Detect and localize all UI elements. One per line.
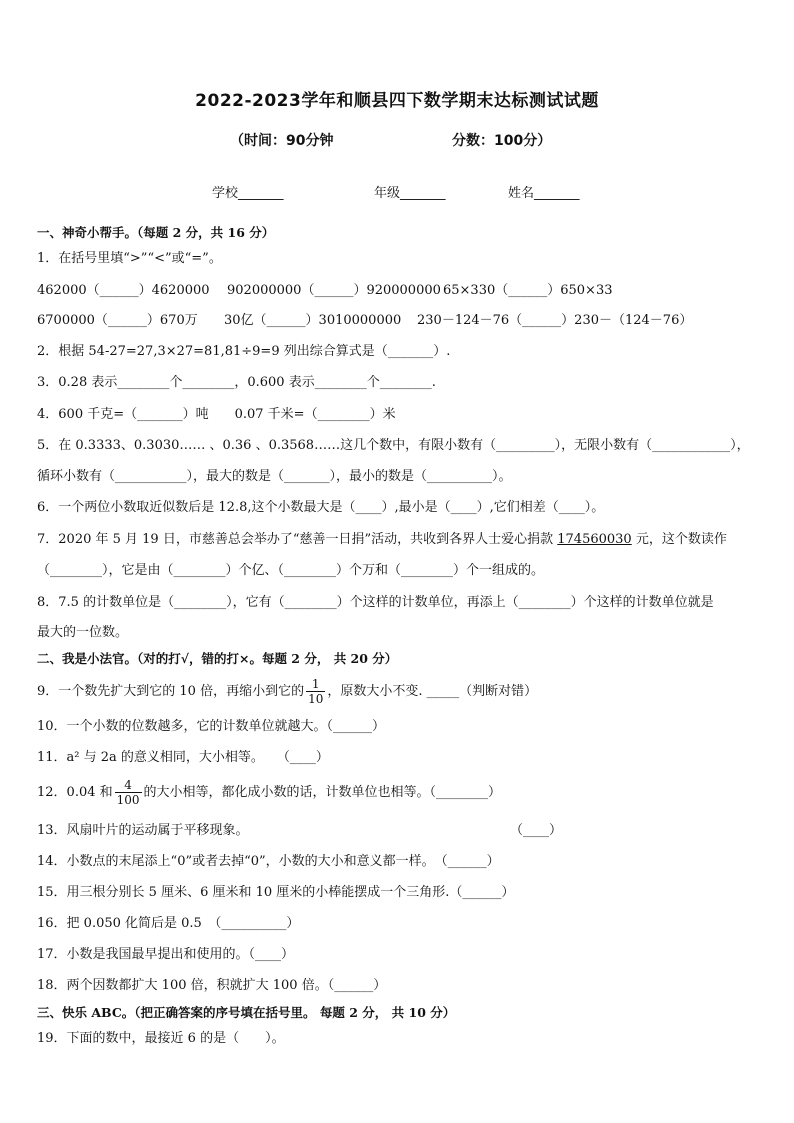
fraction-one-tenth bbox=[306, 677, 325, 706]
question-16: 16．把 0.050 化简后是 0.5 （__________） bbox=[37, 916, 300, 931]
donation-amount: 174560030 bbox=[557, 532, 632, 547]
question-5-line-2: 循环小数有（___________），最大的数是（_______），最小的数是（__________）。 bbox=[37, 469, 512, 484]
question-7-text-b: 元，这个数读作 bbox=[631, 532, 727, 547]
question-1-stem: 1．在括号里填“>”“<”或“=”。 bbox=[37, 251, 222, 266]
question-17: 17．小数是我国最早提出和使用的。（____） bbox=[37, 947, 295, 962]
fraction-denominator: 10 bbox=[308, 692, 324, 706]
question-12-text-b: 的大小相等，都化成小数的话，计数单位也相等。（________） bbox=[143, 785, 502, 800]
compare-item: 6700000（______）670万 bbox=[37, 313, 198, 328]
compare-item: 65×330（______）650×33 bbox=[443, 283, 613, 298]
question-9-text-a: 9．一个数先扩大到它的 10 倍，再缩小到它的 bbox=[37, 684, 305, 699]
question-7-line-2: （________），它是由（________）个亿、（________）个万和（________）个一组成的。 bbox=[37, 563, 545, 578]
fraction-numerator: 4 bbox=[115, 778, 142, 793]
question-6: 6．一个两位小数取近似数后是 12.8,这个小数最大是（____）,最小是（____）,它们相差（____）。 bbox=[37, 500, 605, 515]
section-3-heading: 三、快乐 ABC。（把正确答案的序号填在括号里。 每题 2 分， 共 10 分） bbox=[37, 1005, 456, 1020]
total-score: 分数：100分） bbox=[452, 133, 552, 149]
grade-field: 年级_______ bbox=[374, 186, 446, 201]
fraction-numerator: 1 bbox=[306, 677, 325, 692]
question-18: 18．两个因数都扩大 100 倍，积就扩大 100 倍。（______） bbox=[37, 978, 387, 993]
question-19: 19．下面的数中，最接近 6 的是（ ）。 bbox=[37, 1031, 285, 1046]
question-2: 2．根据 54-27=27,3×27=81,81÷9=9 列出综合算式是（_______）. bbox=[37, 344, 451, 359]
question-8-line-1: 8．7.5 的计数单位是（________），它有（________）个这样的计数单位，再添上（________）个这样的计数单位就是 bbox=[37, 595, 714, 610]
question-12-text-a: 12．0.04 和 bbox=[37, 785, 113, 800]
question-7-text-a: 7．2020 年 5 月 19 日，市慈善总会举办了“慈善一日捐”活动，共收到各界人士爱心捐款 bbox=[37, 532, 558, 547]
question-12 bbox=[37, 776, 501, 810]
school-field: 学校_______ bbox=[212, 186, 284, 201]
section-1-heading: 一、神奇小帮手。（每题 2 分，共 16 分） bbox=[37, 225, 275, 240]
question-13-answer: （____） bbox=[510, 823, 563, 838]
question-13-text: 13．风扇叶片的运动属于平移现象。 bbox=[37, 823, 249, 838]
time-limit: （时间：90分钟 bbox=[230, 133, 334, 149]
question-10: 10．一个小数的位数越多，它的计数单位就越大。（______） bbox=[37, 719, 386, 734]
question-13 bbox=[37, 822, 563, 840]
compare-item: 902000000（______）920000000 bbox=[227, 283, 441, 298]
question-4: 4．600 千克=（_______）吨 0.07 千米=（________）米 bbox=[37, 407, 396, 422]
fraction-denominator: 100 bbox=[116, 793, 140, 807]
section-2-heading: 二、我是小法官。（对的打√，错的打×。每题 2 分， 共 20 分） bbox=[37, 651, 398, 666]
question-8-line-2: 最大的一位数。 bbox=[37, 625, 129, 640]
name-field: 姓名_______ bbox=[508, 186, 580, 201]
question-9-text-b: ，原数大小不变. _____（判断对错） bbox=[327, 684, 538, 699]
compare-item: 30亿（______）3010000000 bbox=[224, 313, 402, 328]
question-9 bbox=[37, 676, 537, 708]
compare-item: 462000（______）4620000 bbox=[37, 283, 210, 298]
question-15: 15．用三根分别长 5 厘米、6 厘米和 10 厘米的小棒能摆成一个三角形.（______） bbox=[37, 885, 515, 900]
compare-item: 230－124－76（______）230－（124－76） bbox=[417, 313, 693, 328]
question-3: 3．0.28 表示________个________，0.600 表示________个________. bbox=[37, 375, 436, 390]
page-title: 2022-2023学年和顺县四下数学期末达标测试试题 bbox=[195, 91, 599, 111]
question-5-line-1: 5．在 0.3333、0.3030…… 、0.36 、0.3568……这几个数中，有限小数有（_________），无限小数有（____________）， bbox=[37, 438, 750, 453]
fraction-four-hundredths bbox=[115, 778, 142, 807]
question-7-line-1 bbox=[37, 531, 727, 549]
question-14: 14．小数点的末尾添上“0”或者去掉“0”，小数的大小和意义都一样。 （______） bbox=[37, 854, 500, 869]
question-11: 11．a² 与 2a 的意义相同，大小相等。 （____） bbox=[37, 750, 329, 765]
